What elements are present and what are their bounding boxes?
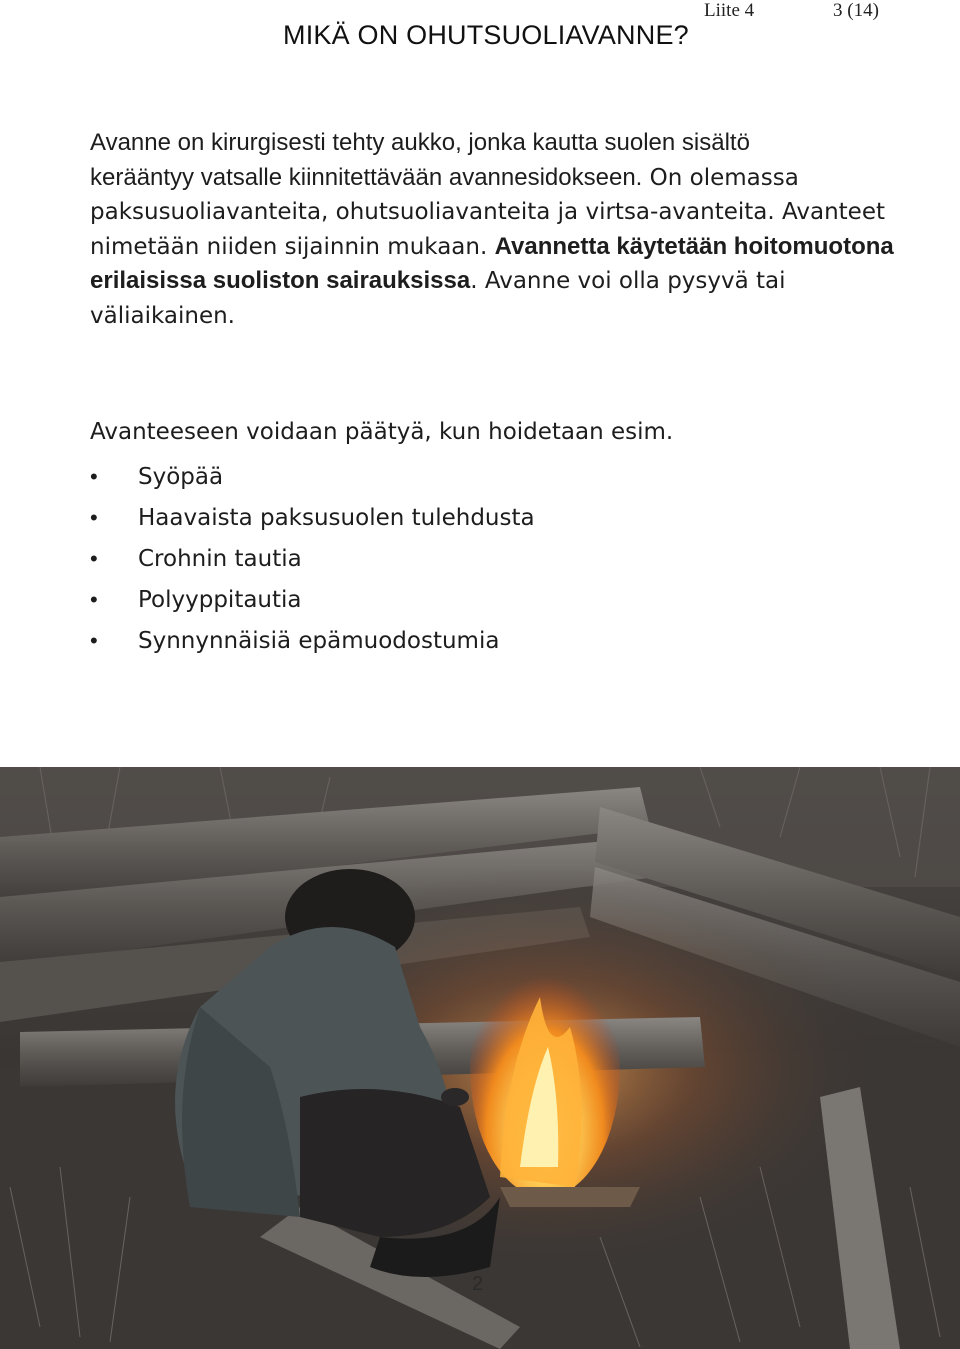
list-item-text: Synnynnäisiä epämuodostumia (138, 628, 500, 654)
list-item-text: Crohnin tautia (138, 546, 302, 572)
paragraph-line-2: kerääntyy vatsalle kiinnitettävään avannesidokseen. (90, 163, 643, 191)
campfire-photo (0, 767, 960, 1349)
paragraph-bold: Avannetta käytetään hoitomuotona erilaisissa suoliston sairauksissa (90, 232, 894, 294)
paragraph-sentence-2: On olemassa paksusuoliavanteita, ohutsuoliavanteita ja virtsa-avanteita. Avanteet nimetään niiden sijainnin mukaan. (90, 164, 885, 260)
list-item-text: Haavaista paksusuolen tulehdusta (138, 505, 535, 531)
bullet-icon: • (90, 546, 98, 571)
bullet-icon: • (90, 587, 98, 612)
header-page-count: 3 (14) (833, 0, 879, 21)
list-item-text: Polyyppitautia (138, 587, 302, 613)
bullet-icon: • (90, 505, 98, 530)
bullet-icon: • (90, 464, 98, 489)
paragraph-tail: . Avanne voi olla pysyvä tai väliaikainen. (90, 268, 786, 329)
list-item-text: Syöpää (138, 464, 224, 490)
page-number: 2 (472, 1273, 484, 1295)
paragraph-line-1: Avanne on kirurgisesti tehty aukko, jonka kautta suolen sisältö (90, 129, 750, 156)
page-title: MIKÄ ON OHUTSUOLIAVANNE? (283, 20, 689, 50)
body-paragraph (90, 126, 910, 333)
bullet-icon: • (90, 628, 98, 653)
list-intro: Avanteeseen voidaan päätyä, kun hoidetaan esim. (90, 419, 674, 445)
header-attachment: Liite 4 (704, 0, 755, 21)
